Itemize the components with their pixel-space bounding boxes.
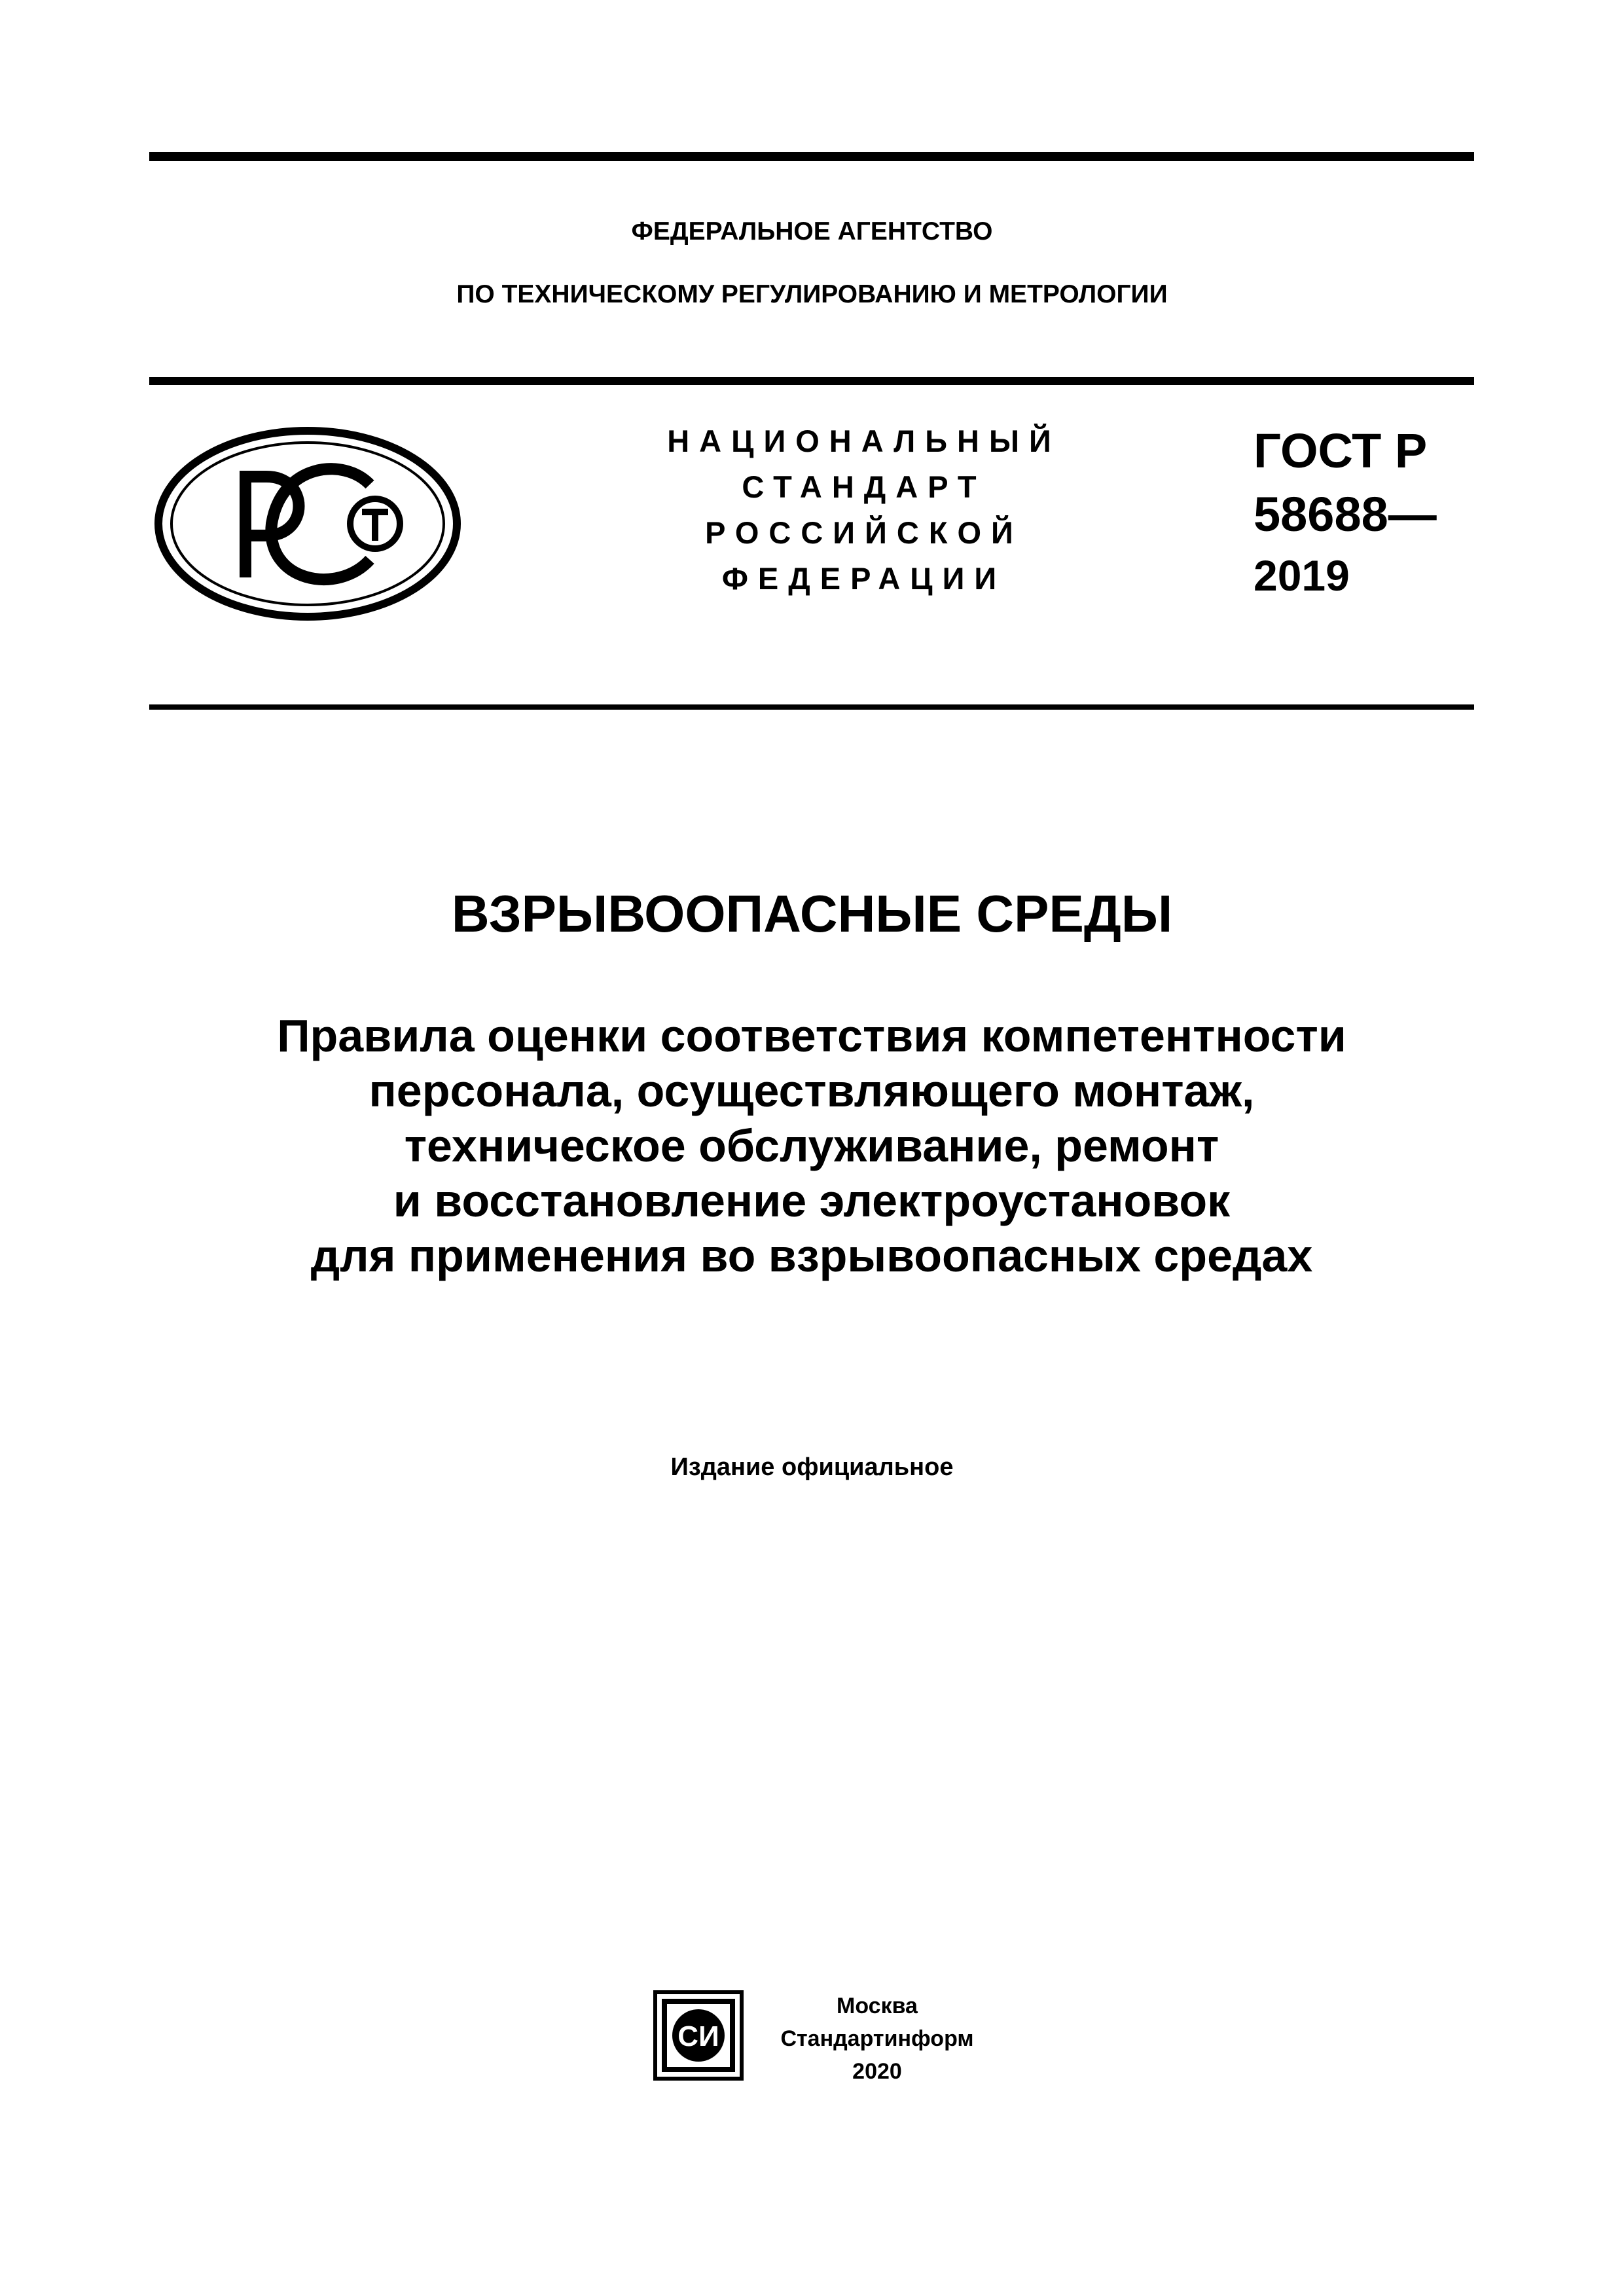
subtitle-line-5: для применения во взрывоопасных средах [310,1230,1313,1281]
standartinform-logo [653,1990,744,2081]
agency-line-2: ПО ТЕХНИЧЕСКОМУ РЕГУЛИРОВАНИЮ И МЕТРОЛОГИИ [456,280,1168,308]
publisher-city: Москва [837,1994,918,2018]
agency-line-1: ФЕДЕРАЛЬНОЕ АГЕНТСТВО [631,217,993,246]
gost-designation: ГОСТ Р [1254,424,1428,478]
gost-year: 2019 [1254,551,1350,600]
top-rule [149,152,1474,161]
subtitle-line-1: Правила оценки соответствия компетентности [277,1010,1346,1061]
subtitle-line-4: и восстановление электроустановок [393,1175,1231,1226]
publisher-name: Стандартинформ [780,2026,974,2051]
subtitle-line-3: техническое обслуживание, ремонт [404,1120,1219,1171]
standartinform-logo-text: СИ [677,2020,719,2052]
edition-label: Издание официальное [670,1453,954,1481]
national-line-3: РОССИЙСКОЙ [705,515,1023,550]
gost-number: 58688— [1254,487,1437,541]
publisher-year: 2020 [852,2059,902,2084]
subtitle-line-2: персонала, осуществляющего монтаж, [369,1065,1255,1116]
national-line-4: ФЕДЕРАЦИИ [721,561,1007,596]
rst-certification-logo [154,426,461,622]
national-line-1: НАЦИОНАЛЬНЫЙ [667,424,1061,458]
document-title: ВЗРЫВООПАСНЫЕ СРЕДЫ [451,884,1173,943]
national-line-2: СТАНДАРТ [742,469,986,504]
header-rule [149,377,1474,385]
block-bottom-rule [149,704,1474,710]
document-subtitle [157,1008,1466,1283]
